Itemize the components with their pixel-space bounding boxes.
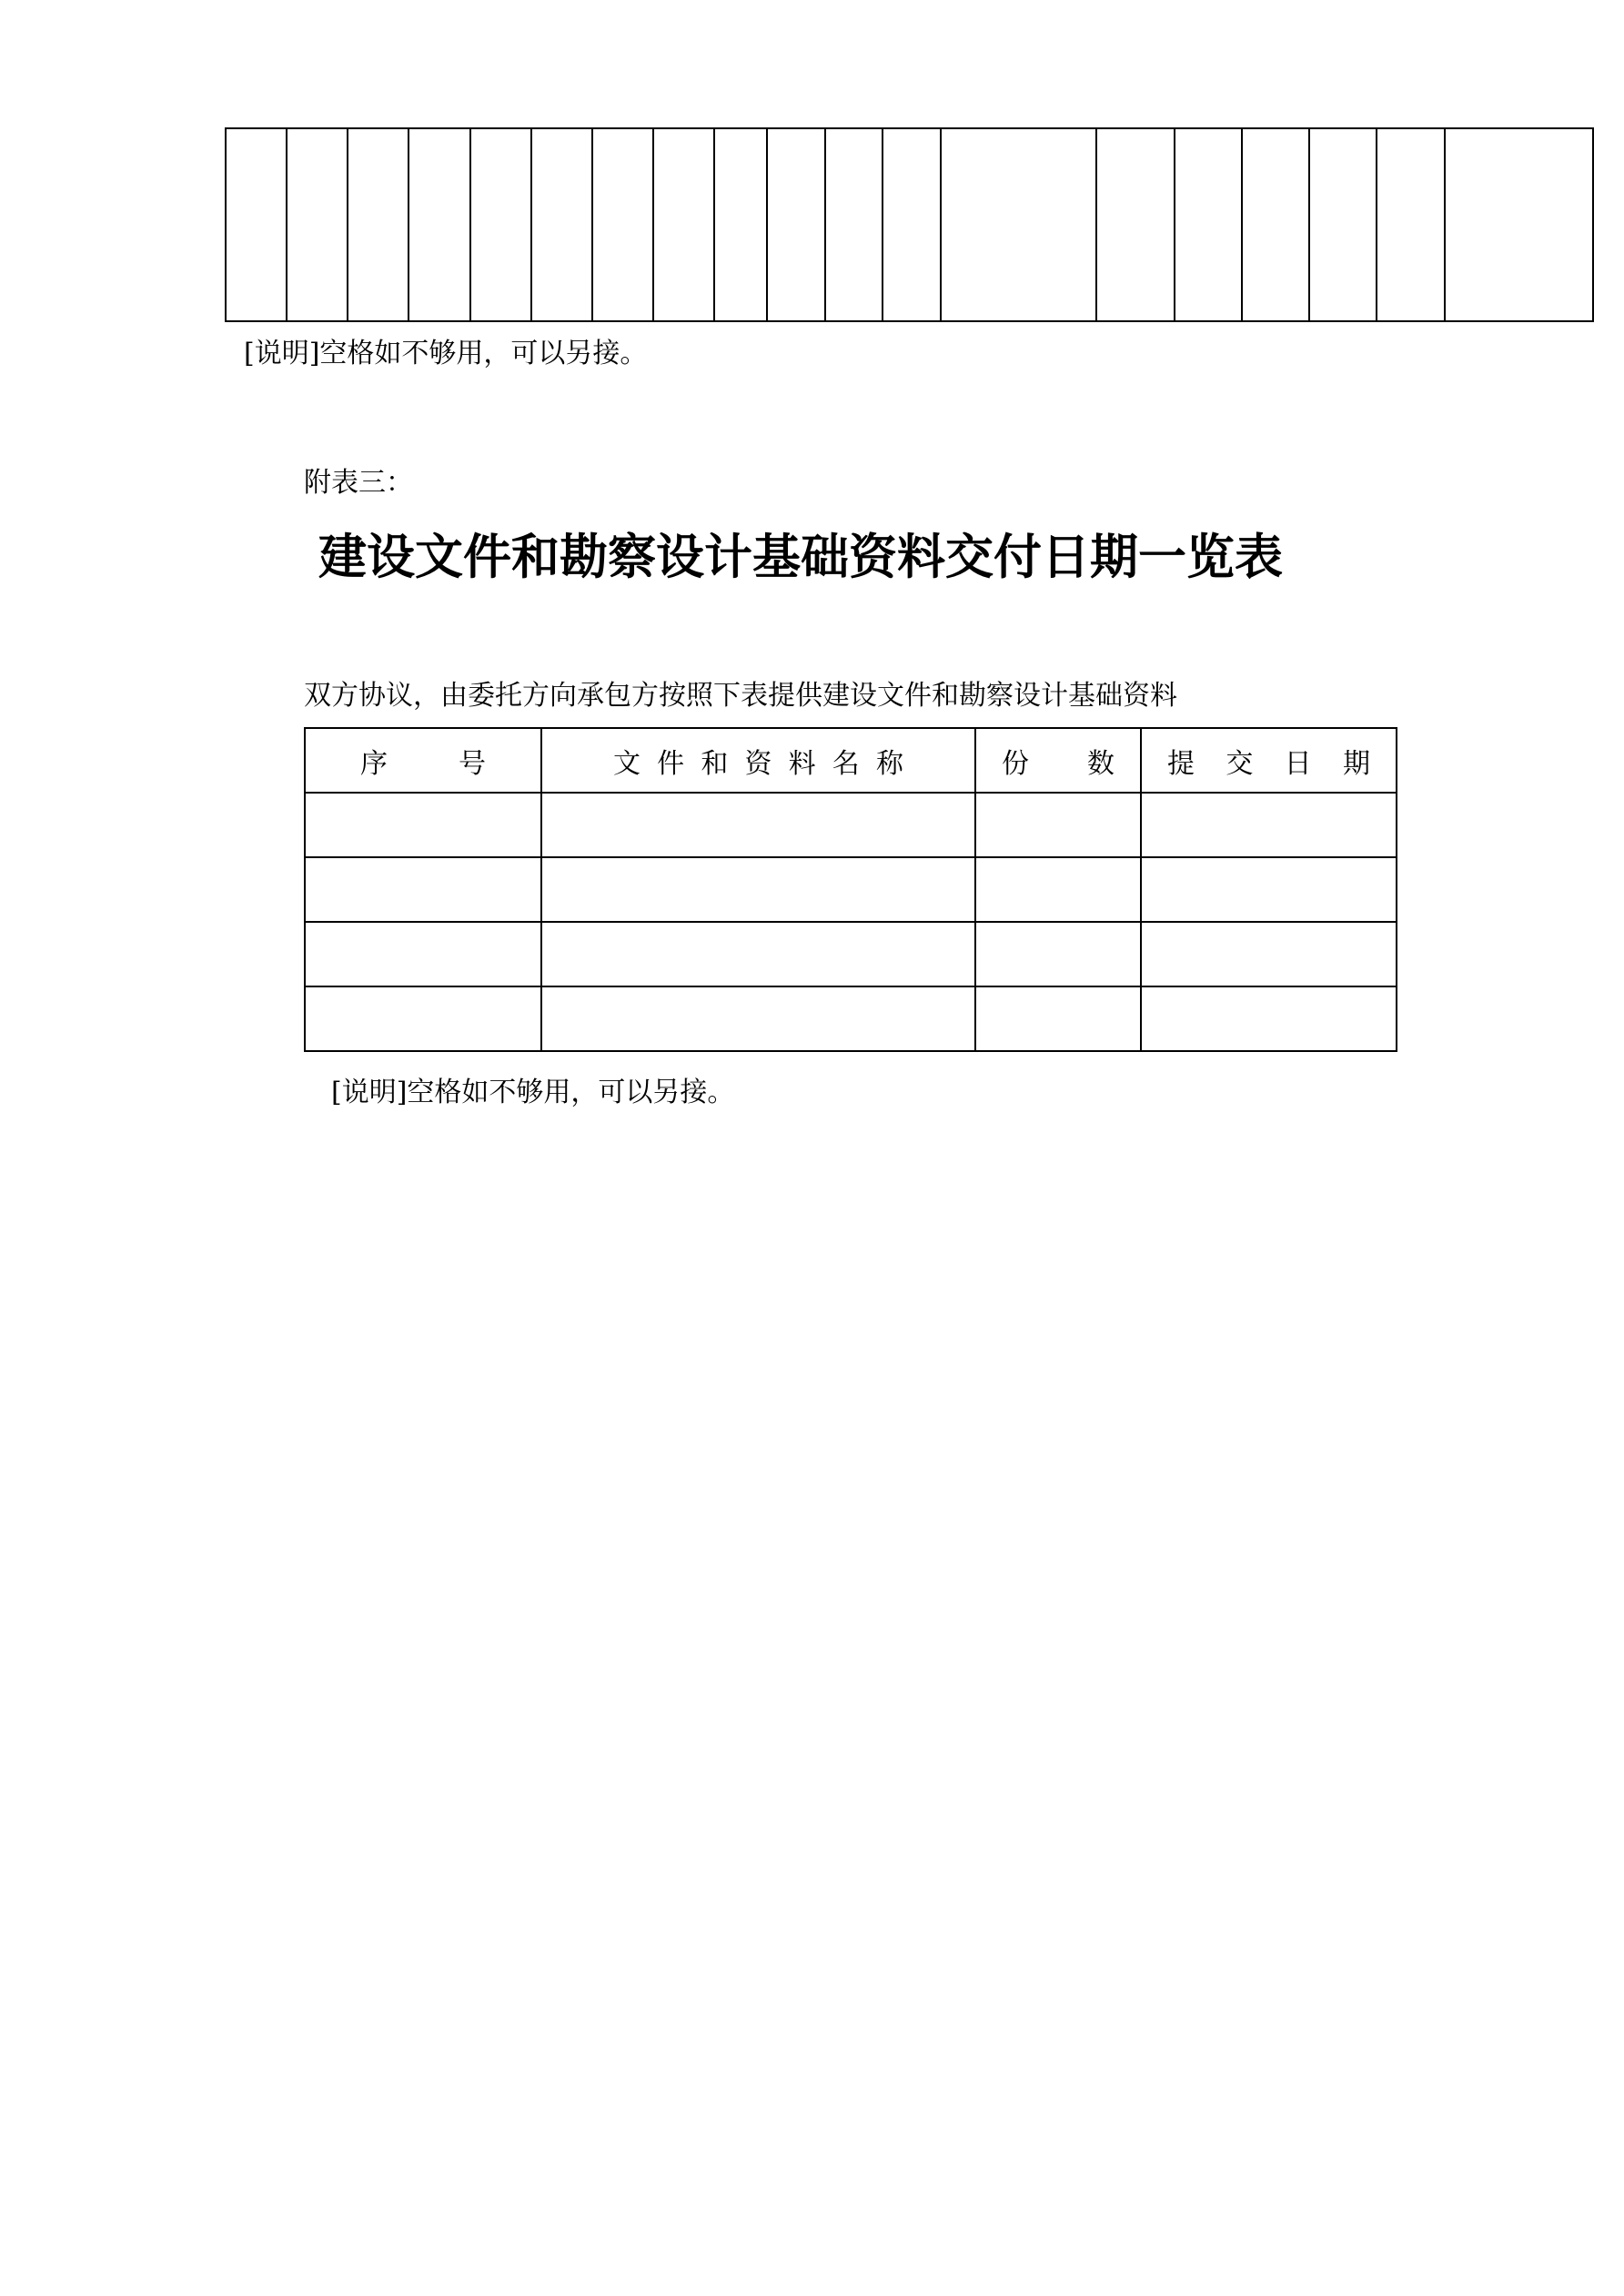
- table-cell: [305, 857, 541, 922]
- header-char: 件: [657, 747, 685, 780]
- header-seq: [305, 728, 541, 793]
- header-char: 日: [1284, 747, 1312, 780]
- table-row: [305, 986, 1397, 1051]
- table-cell: [975, 793, 1141, 857]
- table-cell: [470, 128, 531, 321]
- table-row: [305, 922, 1397, 986]
- page-title: 建设文件和勘察设计基础资料交付日期一览表: [318, 529, 1283, 585]
- table-cell: [1141, 857, 1397, 922]
- table-cell: [305, 793, 541, 857]
- continuation-table: [225, 127, 1594, 322]
- header-char: 数: [1087, 747, 1115, 780]
- table-cell: [714, 128, 767, 321]
- header-submit-date: [1141, 728, 1397, 793]
- continuation-table-row: [226, 128, 1593, 321]
- header-char: 期: [1342, 747, 1370, 780]
- appendix-label: 附表三：: [304, 467, 413, 499]
- table-cell: [883, 128, 941, 321]
- header-char: 份: [1002, 747, 1029, 780]
- header-document-name: [541, 728, 975, 793]
- header-char: 称: [875, 747, 903, 780]
- table-cell: [541, 922, 975, 986]
- table-cell: [305, 986, 541, 1051]
- table-cell: [1141, 793, 1397, 857]
- header-char: 文: [613, 747, 641, 780]
- header-char: 和: [701, 747, 729, 780]
- header-char: 料: [788, 747, 816, 780]
- table-header-row: [305, 728, 1397, 793]
- header-char: 号: [459, 747, 486, 780]
- table-cell: [1445, 128, 1593, 321]
- table-cell: [653, 128, 714, 321]
- table-cell: [541, 986, 975, 1051]
- intro-text: 双方协议，由委托方向承包方按照下表提供建设文件和勘察设计基础资料: [304, 680, 1177, 712]
- table-cell: [592, 128, 653, 321]
- table-note: [说明]空格如不够用，可以另接。: [331, 1077, 735, 1108]
- header-char: 名: [832, 747, 860, 780]
- table-note: [说明]空格如不够用，可以另接。: [244, 338, 648, 369]
- table-cell: [409, 128, 469, 321]
- table-row: [305, 793, 1397, 857]
- table-cell: [1309, 128, 1377, 321]
- table-cell: [1175, 128, 1242, 321]
- delivery-schedule-table: [304, 727, 1397, 1052]
- table-cell: [767, 128, 825, 321]
- table-cell: [941, 128, 1095, 321]
- table-cell: [1242, 128, 1309, 321]
- header-char: 提: [1167, 747, 1195, 780]
- table-cell: [975, 857, 1141, 922]
- table-cell: [975, 922, 1141, 986]
- header-copies: [975, 728, 1141, 793]
- table-cell: [825, 128, 883, 321]
- table-cell: [305, 922, 541, 986]
- table-cell: [531, 128, 592, 321]
- table-cell: [1096, 128, 1175, 321]
- header-char: 序: [360, 747, 388, 780]
- table-cell: [226, 128, 287, 321]
- header-char: 交: [1226, 747, 1254, 780]
- table-cell: [348, 128, 409, 321]
- table-cell: [541, 793, 975, 857]
- table-cell: [975, 986, 1141, 1051]
- table-cell: [287, 128, 348, 321]
- table-cell: [1377, 128, 1444, 321]
- table-cell: [1141, 986, 1397, 1051]
- table-row: [305, 857, 1397, 922]
- table-cell: [541, 857, 975, 922]
- header-char: 资: [744, 747, 772, 780]
- table-cell: [1141, 922, 1397, 986]
